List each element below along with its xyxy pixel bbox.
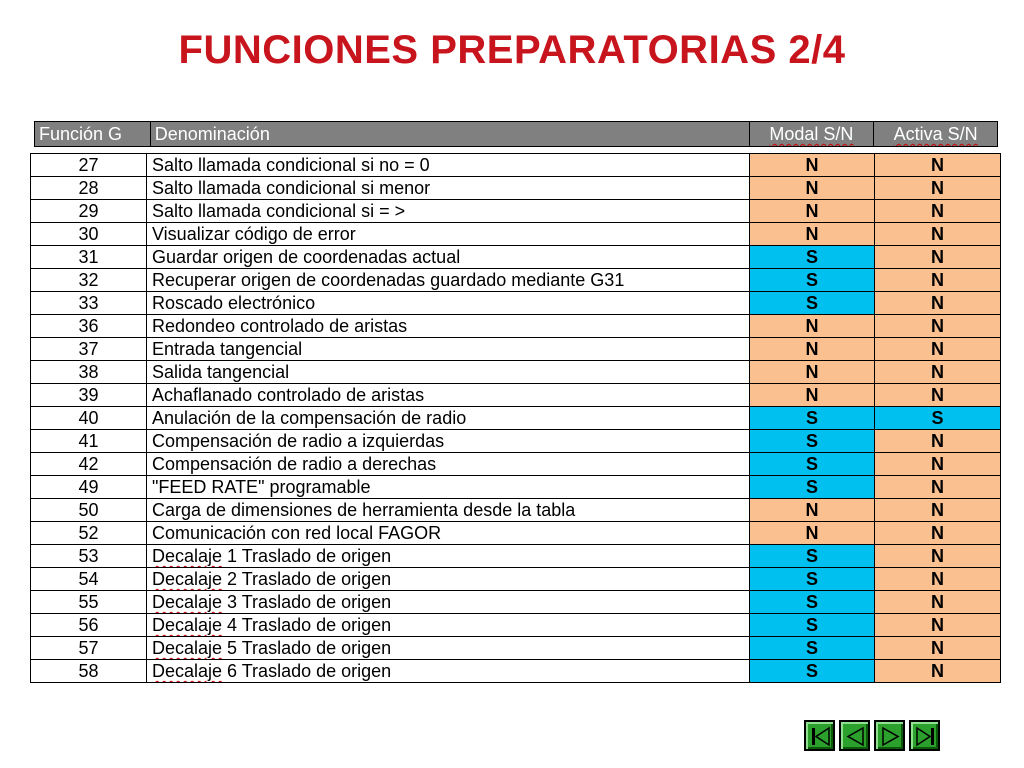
cell-modal: N xyxy=(750,223,875,246)
cell-funcion-g: 50 xyxy=(31,499,147,522)
cell-funcion-g: 41 xyxy=(31,430,147,453)
table-row xyxy=(31,223,1001,246)
cell-activa: N xyxy=(875,476,1001,499)
last-slide-icon xyxy=(914,725,937,748)
cell-activa: N xyxy=(875,660,1001,683)
cell-activa: N xyxy=(875,223,1001,246)
cell-modal: S xyxy=(750,246,875,269)
cell-activa: N xyxy=(875,315,1001,338)
table-row xyxy=(31,384,1001,407)
cell-denominacion: "FEED RATE" programable xyxy=(147,476,750,499)
previous-slide-icon xyxy=(844,725,867,748)
cell-denominacion: Guardar origen de coordenadas actual xyxy=(147,246,750,269)
header-activa xyxy=(874,122,997,146)
cell-activa: N xyxy=(875,338,1001,361)
cell-modal: N xyxy=(750,499,875,522)
cell-modal: S xyxy=(750,292,875,315)
cell-denominacion: Anulación de la compensación de radio xyxy=(147,407,750,430)
cell-modal: S xyxy=(750,430,875,453)
cell-funcion-g: 55 xyxy=(31,591,147,614)
functions-table xyxy=(30,153,1001,683)
table-row xyxy=(31,430,1001,453)
cell-denominacion: Carga de dimensiones de herramienta desde la tabla xyxy=(147,499,750,522)
cell-activa: N xyxy=(875,568,1001,591)
first-slide-button[interactable] xyxy=(804,720,835,751)
table-row xyxy=(31,545,1001,568)
table-row xyxy=(31,568,1001,591)
cell-activa: N xyxy=(875,177,1001,200)
cell-denominacion: Decalaje 6 Traslado de origen xyxy=(147,660,750,683)
cell-funcion-g: 56 xyxy=(31,614,147,637)
cell-funcion-g: 57 xyxy=(31,637,147,660)
table-row xyxy=(31,476,1001,499)
table-row xyxy=(31,637,1001,660)
header-funcion-g: Función G xyxy=(35,122,151,146)
table-row xyxy=(31,177,1001,200)
previous-slide-button[interactable] xyxy=(839,720,870,751)
cell-activa: N xyxy=(875,545,1001,568)
next-slide-button[interactable] xyxy=(874,720,905,751)
cell-funcion-g: 39 xyxy=(31,384,147,407)
cell-modal: S xyxy=(750,591,875,614)
cell-modal: N xyxy=(750,522,875,545)
cell-funcion-g: 28 xyxy=(31,177,147,200)
cell-funcion-g: 52 xyxy=(31,522,147,545)
cell-activa: N xyxy=(875,614,1001,637)
cell-activa: N xyxy=(875,246,1001,269)
table-row xyxy=(31,269,1001,292)
cell-modal: N xyxy=(750,177,875,200)
cell-denominacion: Decalaje 1 Traslado de origen xyxy=(147,545,750,568)
page-title: FUNCIONES PREPARATORIAS 2/4 xyxy=(178,28,846,72)
cell-activa: N xyxy=(875,499,1001,522)
cell-denominacion: Salida tangencial xyxy=(147,361,750,384)
slide-navigation xyxy=(804,720,940,751)
table-row xyxy=(31,246,1001,269)
cell-activa: N xyxy=(875,430,1001,453)
cell-denominacion: Visualizar código de error xyxy=(147,223,750,246)
cell-modal: N xyxy=(750,384,875,407)
header-denominacion: Denominación xyxy=(151,122,750,146)
cell-funcion-g: 58 xyxy=(31,660,147,683)
cell-funcion-g: 30 xyxy=(31,223,147,246)
table-row xyxy=(31,292,1001,315)
table-row xyxy=(31,200,1001,223)
table-row xyxy=(31,407,1001,430)
cell-activa: N xyxy=(875,522,1001,545)
cell-modal: N xyxy=(750,361,875,384)
cell-modal: S xyxy=(750,453,875,476)
cell-modal: S xyxy=(750,545,875,568)
cell-activa: N xyxy=(875,453,1001,476)
table-row xyxy=(31,522,1001,545)
cell-modal: N xyxy=(750,338,875,361)
cell-funcion-g: 31 xyxy=(31,246,147,269)
cell-funcion-g: 54 xyxy=(31,568,147,591)
cell-modal: N xyxy=(750,154,875,177)
cell-funcion-g: 38 xyxy=(31,361,147,384)
cell-denominacion: Redondeo controlado de aristas xyxy=(147,315,750,338)
cell-activa: N xyxy=(875,200,1001,223)
table-row xyxy=(31,591,1001,614)
cell-modal: S xyxy=(750,614,875,637)
cell-modal: S xyxy=(750,568,875,591)
cell-denominacion: Compensación de radio a derechas xyxy=(147,453,750,476)
cell-funcion-g: 32 xyxy=(31,269,147,292)
cell-activa: N xyxy=(875,361,1001,384)
cell-funcion-g: 49 xyxy=(31,476,147,499)
cell-funcion-g: 42 xyxy=(31,453,147,476)
cell-modal: S xyxy=(750,660,875,683)
table-header xyxy=(34,121,998,147)
cell-denominacion: Salto llamada condicional si = > xyxy=(147,200,750,223)
table-row xyxy=(31,154,1001,177)
next-slide-icon xyxy=(879,725,902,748)
cell-denominacion: Entrada tangencial xyxy=(147,338,750,361)
header-activa-label: Activa S/N xyxy=(893,124,978,144)
cell-modal: N xyxy=(750,200,875,223)
table-row xyxy=(31,499,1001,522)
table-row xyxy=(31,315,1001,338)
cell-denominacion: Comunicación con red local FAGOR xyxy=(147,522,750,545)
cell-funcion-g: 53 xyxy=(31,545,147,568)
cell-funcion-g: 37 xyxy=(31,338,147,361)
cell-activa: N xyxy=(875,154,1001,177)
last-slide-button[interactable] xyxy=(909,720,940,751)
cell-denominacion: Roscado electrónico xyxy=(147,292,750,315)
cell-funcion-g: 29 xyxy=(31,200,147,223)
table-row xyxy=(31,453,1001,476)
cell-activa: N xyxy=(875,591,1001,614)
cell-activa: N xyxy=(875,292,1001,315)
table-row xyxy=(31,338,1001,361)
cell-denominacion: Salto llamada condicional si menor xyxy=(147,177,750,200)
cell-funcion-g: 40 xyxy=(31,407,147,430)
cell-funcion-g: 36 xyxy=(31,315,147,338)
cell-modal: S xyxy=(750,407,875,430)
cell-activa: N xyxy=(875,269,1001,292)
cell-funcion-g: 33 xyxy=(31,292,147,315)
first-slide-icon xyxy=(809,725,832,748)
cell-denominacion: Decalaje 4 Traslado de origen xyxy=(147,614,750,637)
cell-activa: S xyxy=(875,407,1001,430)
header-modal xyxy=(750,122,875,146)
cell-denominacion: Achaflanado controlado de aristas xyxy=(147,384,750,407)
cell-modal: S xyxy=(750,637,875,660)
cell-modal: N xyxy=(750,315,875,338)
table-row xyxy=(31,660,1001,683)
table-row xyxy=(31,614,1001,637)
cell-activa: N xyxy=(875,384,1001,407)
cell-denominacion: Compensación de radio a izquierdas xyxy=(147,430,750,453)
cell-denominacion: Decalaje 5 Traslado de origen xyxy=(147,637,750,660)
cell-denominacion: Decalaje 3 Traslado de origen xyxy=(147,591,750,614)
cell-denominacion: Recuperar origen de coordenadas guardado mediante G31 xyxy=(147,269,750,292)
header-modal-label: Modal S/N xyxy=(769,124,854,144)
cell-denominacion: Salto llamada condicional si no = 0 xyxy=(147,154,750,177)
cell-activa: N xyxy=(875,637,1001,660)
table-row xyxy=(31,361,1001,384)
cell-denominacion: Decalaje 2 Traslado de origen xyxy=(147,568,750,591)
cell-modal: S xyxy=(750,476,875,499)
cell-modal: S xyxy=(750,269,875,292)
cell-funcion-g: 27 xyxy=(31,154,147,177)
